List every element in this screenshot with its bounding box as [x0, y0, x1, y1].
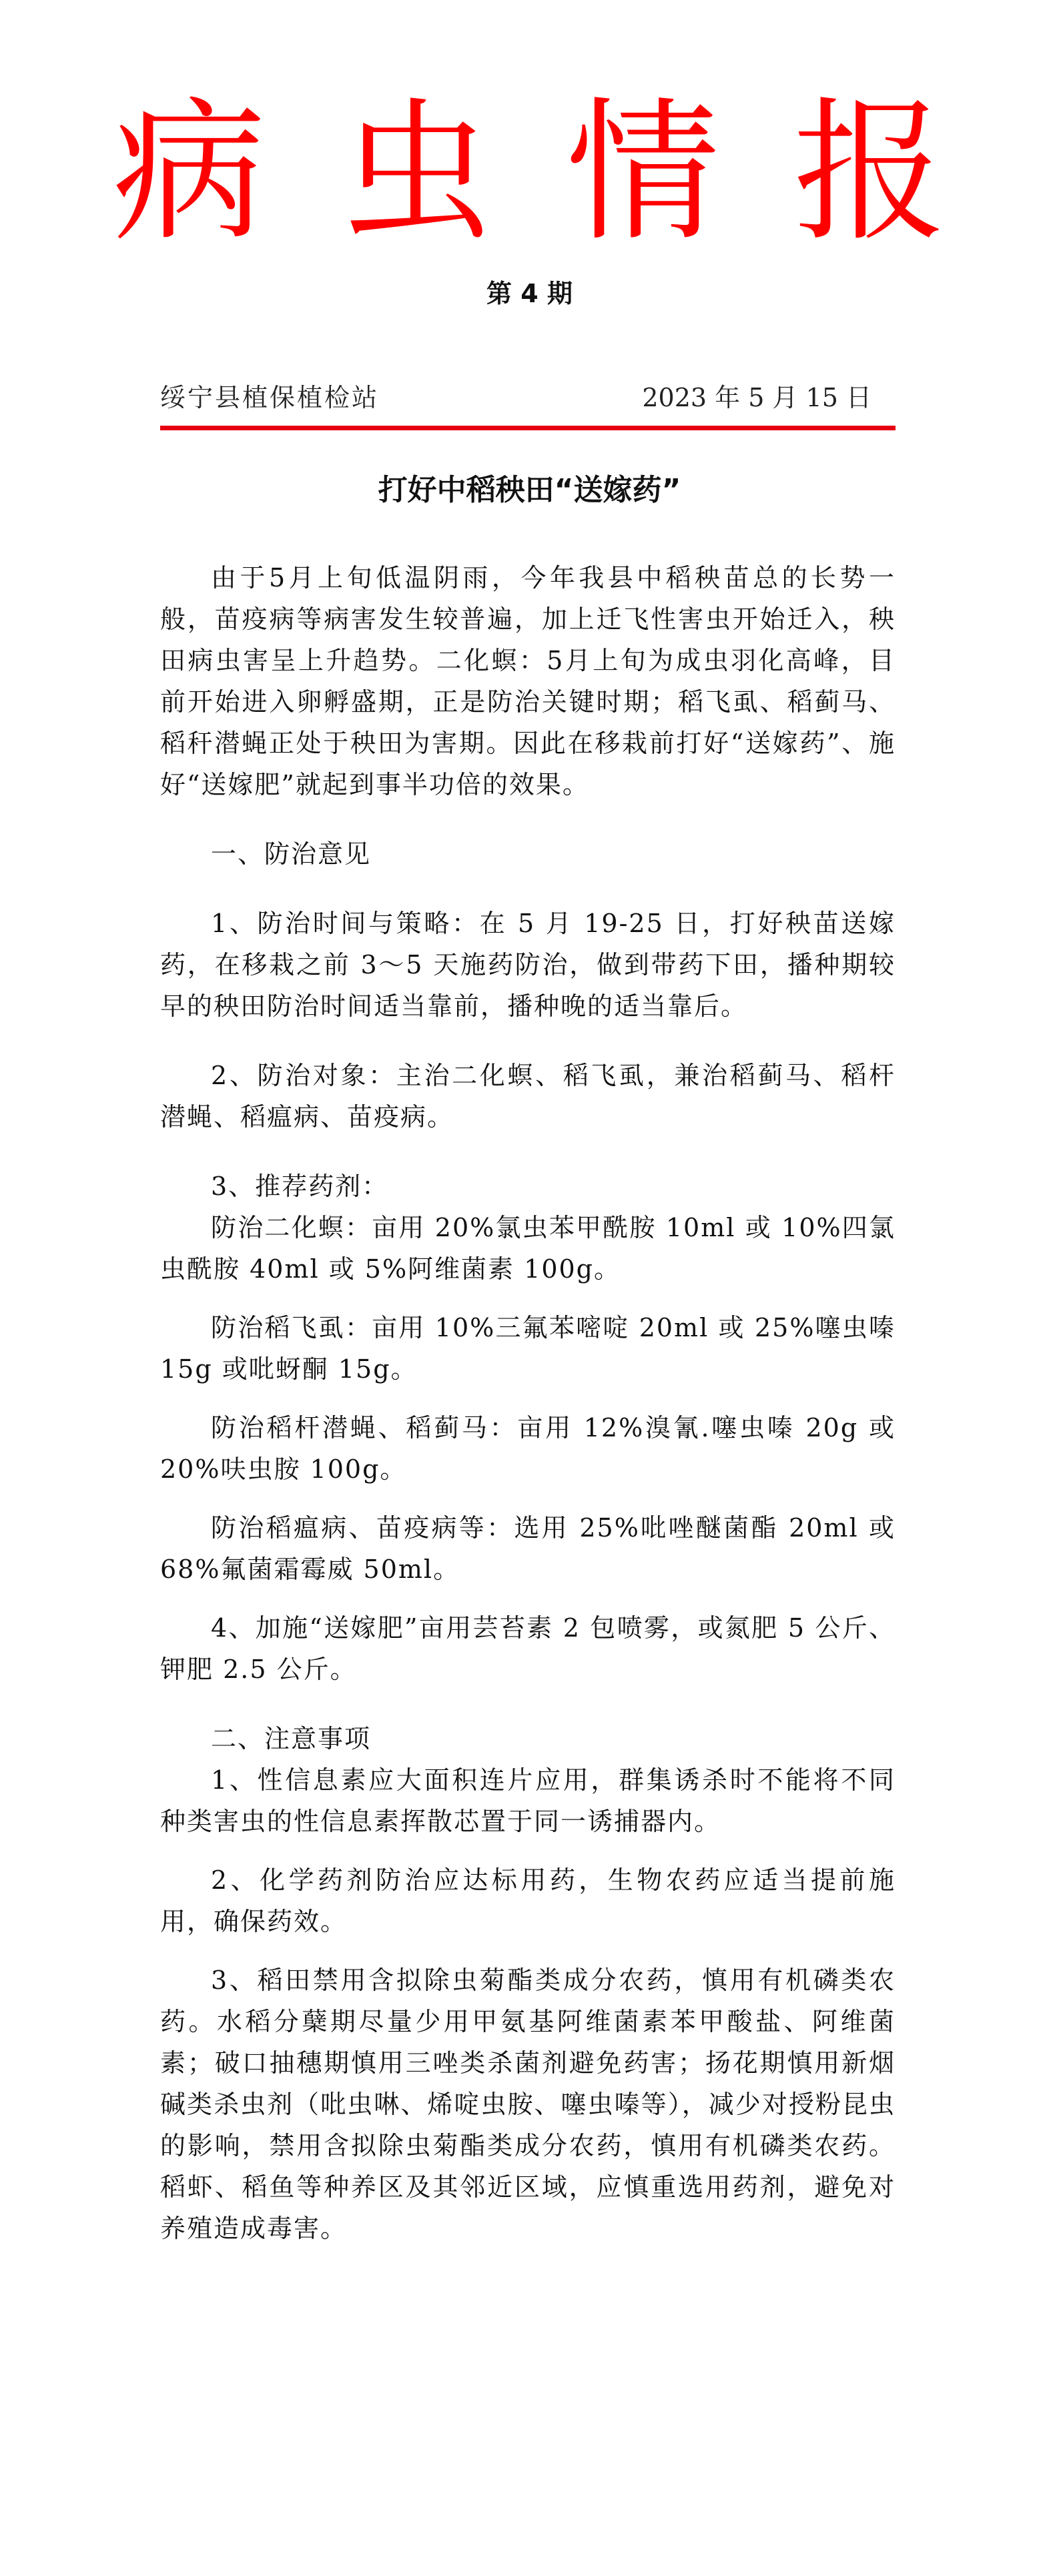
- intro-paragraph: 由于5月上旬低温阴雨，今年我县中稻秧苗总的长势一般，苗疫病等病害发生较普遍，加上迁飞性害虫开始迁入，秧田病虫害呈上升趋势。二化螟：5月上旬为成虫羽化高峰，目前开始进入卵孵盛期，正是防治关键时期；稻飞虱、稻蓟马、稻秆潜蝇正处于秧田为害期。因此在移栽前打好“送嫁药”、施好“送嫁肥”就起到事半功倍的效果。: [160, 563, 896, 799]
- section-heading-prevention: 一、防治意见: [211, 839, 372, 869]
- article-body: [160, 557, 896, 2249]
- note-chemical: 2、化学药剂防治应达标用药，生物农药应适当提前施用，确保药效。: [160, 1865, 896, 1936]
- agent-stem-borer: 防治二化螟：亩用 20%氯虫苯甲酰胺 10ml 或 10%四氯虫酰胺 40ml 或 5%阿维菌素 100g。: [160, 1213, 896, 1284]
- masthead-title: 病虫情报: [112, 84, 1020, 262]
- agent-blast-blight: 防治稻瘟病、苗疫病等：选用 25%吡唑醚菌酯 20ml 或 68%氟菌霜霉威 50ml。: [160, 1513, 896, 1584]
- prevention-item-fertilizer: 4、加施“送嫁肥”亩用芸苔素 2 包喷雾，或氮肥 5 公斤、钾肥 2.5 公斤。: [160, 1613, 896, 1684]
- agent-planthopper: 防治稻飞虱：亩用 10%三氟苯嘧啶 20ml 或 25%噻虫嗪 15g 或吡蚜酮 15g。: [160, 1313, 896, 1384]
- issuing-organization: 绥宁县植保植检站: [160, 383, 380, 412]
- article-title: 打好中稻秧田“送嫁药”: [378, 473, 681, 507]
- meta-row: [160, 380, 896, 415]
- red-divider: [160, 426, 896, 430]
- section-heading-notes: 二、注意事项: [211, 1724, 372, 1753]
- prevention-item-timing: 1、防治时间与策略：在 5 月 19-25 日，打好秧苗送嫁药，在移栽之前 3～5 天施药防治，做到带药下田，播种期较早的秧田防治时间适当靠前，播种晚的适当靠后。: [160, 909, 896, 1021]
- agent-stem-fly-thrips: 防治稻杆潜蝇、稻蓟马：亩用 12%溴氰.噻虫嗪 20g 或 20%呋虫胺 100g。: [160, 1413, 896, 1484]
- note-pheromone: 1、性信息素应大面积连片应用，群集诱杀时不能将不同种类害虫的性信息素挥散芯置于同一诱捕器内。: [160, 1765, 896, 1836]
- issue-date: 2023 年 5 月 15 日: [642, 383, 871, 412]
- issue-number: 第 4 期: [486, 279, 573, 308]
- prevention-item-agents-heading: 3、推荐药剂：: [211, 1172, 389, 1201]
- prevention-item-targets: 2、防治对象：主治二化螟、稻飞虱，兼治稻蓟马、稻杆潜蝇、稻瘟病、苗疫病。: [160, 1061, 896, 1132]
- note-pesticide-restrictions: 3、稻田禁用含拟除虫菊酯类成分农药，慎用有机磷类农药。水稻分蘖期尽量少用甲氨基阿维菌素苯甲酸盐、阿维菌素；破口抽穗期慎用三唑类杀菌剂避免药害；扬花期慎用新烟碱类杀虫剂（吡虫啉、烯啶虫胺、噻虫嗪等），减少对授粉昆虫的影响，禁用含拟除虫菊酯类成分农药，慎用有机磷类农药。稻虾、稻鱼等种养区及其邻近区域，应慎重选用药剂，避免对养殖造成毒害。: [160, 1966, 896, 2243]
